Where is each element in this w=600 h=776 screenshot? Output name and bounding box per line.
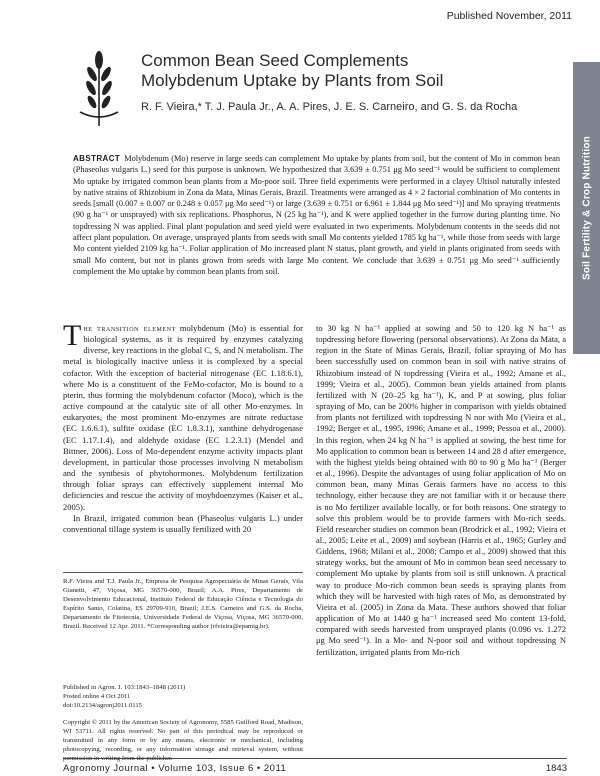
article-authors: R. F. Vieira,* T. J. Paula Jr., A. A. Pires, J. E. S. Carneiro, and G. S. da Rocha — [141, 101, 518, 113]
section-tab — [573, 62, 600, 354]
copyright-notice: Copyright © 2011 by the American Society of Agronomy, 5585 Guilford Road, Madison, WI 53711. All rights reserved. No part of this periodical may be reproduced or transmitted in any form or by any means, electronic or mechanical, including photocopying, recording, or any information storage and retrieval system, without — [63, 719, 303, 753]
abstract — [73, 153, 560, 277]
abstract-label: ABSTRACT — [73, 154, 121, 163]
lead-in-smallcaps: he transition element — [83, 323, 176, 333]
abstract-text: Molybdenum (Mo) reserve in large seeds can complement Mo uptake by plants from soil, but the content of Mo in common bean (Phaseolus vulgaris L.) seed for this purpose is unknown. We hypothesized that 3.639 ± 0.751 μg Mo seed⁻¹ would be sufficient to complement Mo uptake by irrigated common bean plants from a Mo-poor soil. Three field experiments were performed in a clayey Ultisol naturally infested by native strains of Rhizobium in Zona da Mata, Minas Gerais, Brazil. Treatments were arranged as 4 × 2 factorial combination of Mo contents in seeds [small (0.007 ± 0.007 or 0.248 ± 0.057 μg Mo seed⁻¹) or large (3.639 ± 0.751 or 6.961 ± 1.844 μg Mo seed⁻¹)] and Mo spraying treatments (90 g ha⁻¹ or unsprayed) with six replications. Phosphorus, N (25 kg ha⁻¹), and K were applied together in the furrow during planting time. No topdressing N was applied. Final plant population and seed yield were evaluated in two experiments. Molybdenum contents in the seeds did not affect plant population. On average, unsprayed plants from seeds with small Mo contents yielded 1785 kg ha⁻¹, while those from seeds with large Mo content yielded 2109 kg ha⁻¹. Foliar application of Mo increased plant N status, plant growth, and yield in plants originated from seeds with small Mo content, but not in plants grown from seeds with large Mo content. We conclude that 3.639 ± 0.751 μg Mo seed⁻¹ sufficiently complement the Mo uptake by common bean plants from soil. — [73, 154, 560, 276]
body-paragraph — [63, 319, 303, 513]
section-tab-label: Soil Fertility & Crop Nutrition — [581, 136, 592, 280]
publication-info — [63, 683, 303, 710]
drop-cap: T — [63, 319, 82, 352]
article-title: Common Bean Seed Complements Molybdenum Uptake by Plants from Soil — [141, 51, 444, 90]
paragraph-text: molybdenum (Mo) is essential for biological systems, as it is required by enzymes catalyzing diverse, key reactions in the global C, S, and N metabolism. The metal is biologically inactive unless it is complexed by a special cofactor. With the exception of bacterial nitrogenase (EC 1.18.6.1), where Mo is a constituent of the FeMo-cofactor, Mo is bound to a pterin, thus forming the molybdenum cofactor (Moco), which is the active compound at the catalytic site of all other Mo-enzymes. In eukaryotes, the most prominent Mo-enzymes are nitrate reductase (EC 1.6.6.1), sulfite oxidase (EC 1.8.3.1), xanthine dehydrogenase (EC 1.17.1.4), and aldehyde oxidase (EC 1.2.3.1) (Mendel and Bittner, 2006). Loss of Mo-dependent enzyme activity impacts plant development, in particular those processes involving N metabolism and the synthesis of phytohormones. Molybdenum fertilization through foliar sprays can effectively supplement internal Mo deficiencies and rescue the activity of moybdoenzymes (Kaiser et al., 2005). — [63, 323, 303, 512]
doi: doi:10.2134/agronj2011.0115 — [63, 702, 143, 709]
posted-online: Posted online 4 Oct 2011 — [63, 693, 131, 700]
published-date: Published November, 2011 — [446, 10, 572, 22]
page-number: 1843 — [545, 763, 567, 774]
body-paragraph: to 30 kg N ha⁻¹ applied at sowing and 50 to 120 kg N ha⁻¹ as topdressing before flowering (personal observations). At Zona da Mata, a region in the State of Minas Gerais, Brazil, foliar spraying of Mo has been successfully used on common bean in soil with native strains of Rhizobium instead of N topdressing (Vieira et al., 1992; Amane et al., 1999; Vieira et al., 2005). Common bean yields attained from plants fertilized with N (20–25 kg ha⁻¹), K, and P at sowing, plus foliar spraying of Mo, can be 200% higher in comparison with yields obtained from plants not fertilized with topdressing N nor with Mo (Vieira et al., 1992; Berger et al., 1995, 1996; Amane et al., 1999; Pessoa et al., 2000). In this region, when 24 kg N ha⁻¹ is applied at sowing, the best time for Mo application to common bean is between 14 and 28 d after emergence, with the highest yields being obtained with 80 to 90 g Mo ha⁻¹ (Berger et al., 1996). Despite the advantages of using foliar application of Mo on common bean, many Minas Gerais farmers have no access to this technology, either because they are not familiar with it or because there is no Mo fertilizer available locally, or for both reasons. One strategy to solve this problem would be to provide farmers with Mo-rich seeds. Field researcher studies on common bean (Brodrick et al., 1992; Vieira et al., 2005; Leite et al., 2009) and soybean (Harris et al., 1965; Gurley and Giddens, 1968; Milani et al., 2008; Campo et al., 2009) showed that this strategy works, but the amount of Mo in common bean seed necessary to complement Mo uptake by plants from soil is still unknown. A practical way to produce Mo-rich common bean seeds is spraying plants from which they will be harvested with high rates of Mo, as demonstrated by Vieira et al. (2005) in Zona da Mata. These authors showed that foliar application of Mo at 1440 g ha⁻¹ increased seed Mo content 13-fold, compared with seeds harvested from unsprayed plants (0.096 vs. 1.272 μg Mo seed⁻¹). In a Mo- and N-poor soil and without topdressing N fertilization, irrigated plants from Mo-rich — [316, 323, 566, 657]
body-column-left — [63, 319, 303, 535]
footnote-divider — [63, 572, 303, 573]
footer-divider — [63, 758, 567, 759]
author-affiliations: R.F. Vieira and T.J. Paula Jr., Empresa de Pesquisa Agropecuária de Minas Gerais, Vila Gianetti, 47, Viçosa, MG 36570-000, Brazil; A.A. Pires, Departamento de Desenvolvimento Educacional, Instituto Federal de Educação Ciência e Tecnologia do Espírito Santo, Colatina, ES 29709-910, Brazil; J.E.S. Carneiro and G.S. da Rocha, Departamento de Fitotecnia, Universidade Federal de Viçosa, Viçosa, MG 36570-000, Brazil. Received 12 Apr. 2011. *Corresponding author (rfvieira@epamig.br). — [63, 578, 303, 630]
body-column-right — [316, 323, 566, 658]
journal-footer: Agronomy Journal • Volume 103, Issue 6 • 2011 — [63, 763, 287, 774]
published-in: Published in Agron. J. 103:1843–1848 (2011) — [63, 684, 186, 691]
wheat-sprig-logo-icon — [70, 42, 128, 128]
body-paragraph: In Brazil, irrigated common bean (Phaseolus vulgaris L.) under conventional tillage system is usually fertilized with 20 — [63, 512, 303, 534]
